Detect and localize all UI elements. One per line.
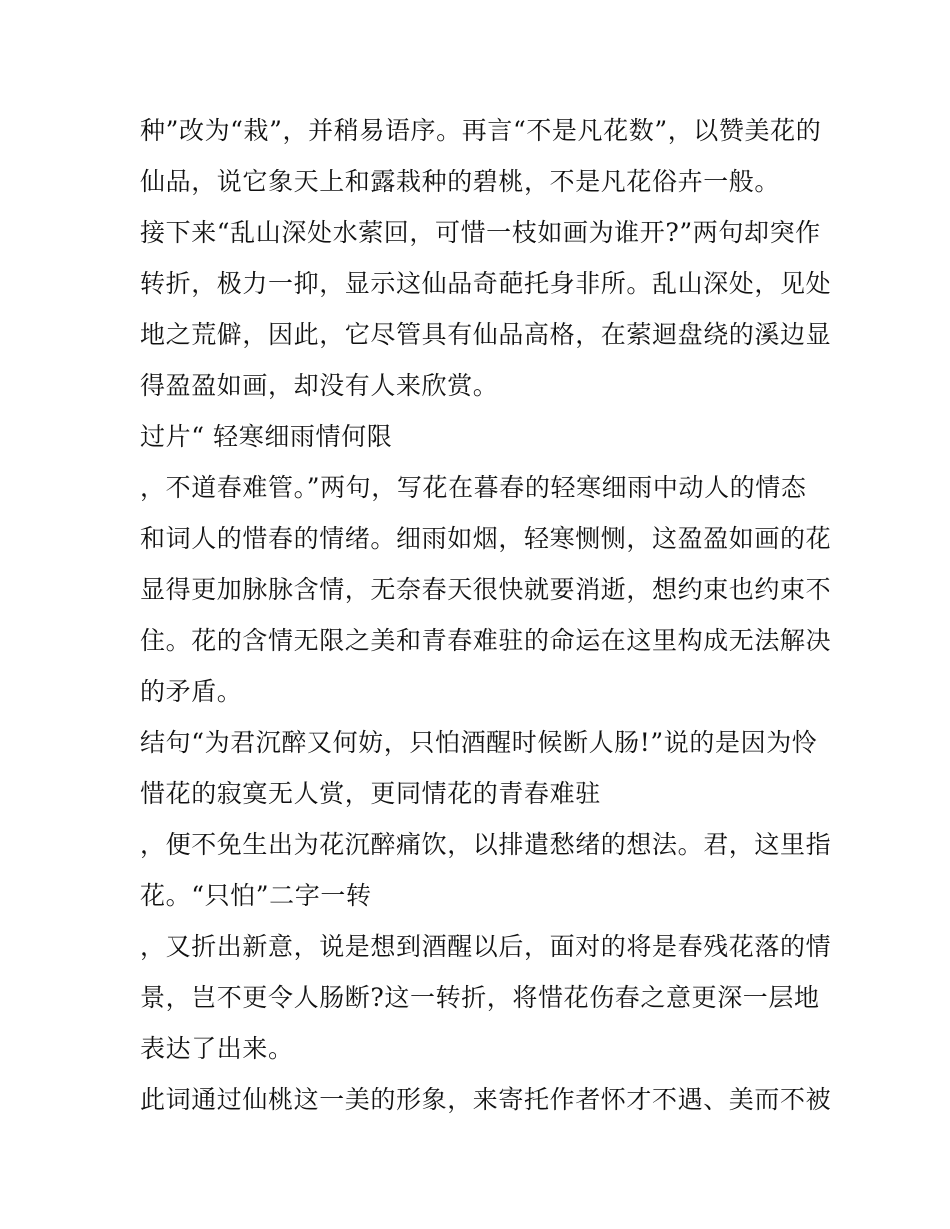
text-line: 花。“只怕”二字一转 [140,881,372,910]
text-line: 地之荒僻，因此，它尽管具有仙品高格，在萦迴盘绕的溪边显 [140,320,832,349]
text-line: 转折，极力一抑，显示这仙品奇葩托身非所。乱山深处，见处 [140,269,832,298]
text-line: 过片“ 轻寒细雨情何限 [140,422,393,451]
text-line: 和词人的惜春的情绪。细雨如烟，轻寒恻恻，这盈盈如画的花 [140,524,832,553]
text-line: 结句“为君沉醉又何妨，只怕酒醒时候断人肠!”说的是因为怜 [140,728,818,757]
text-line: 表达了出来。 [140,1034,294,1063]
text-line: 的矛盾。 [140,677,243,706]
text-line: 惜花的寂寞无人赏，更同情花的青春难驻 [140,779,601,808]
text-line: 此词通过仙桃这一美的形象，来寄托作者怀才不遇、美而不被 [140,1085,832,1114]
text-line: 住。花的含情无限之美和青春难驻的命运在这里构成无法解决 [140,626,832,655]
text-line: ，便不免生出为花沉醉痛饮，以排遣愁绪的想法。君，这里指 [140,830,832,859]
text-line: 得盈盈如画，却没有人来欣赏。 [140,371,499,400]
text-line: 景，岂不更令人肠断?这一转折，将惜花伤春之意更深一层地 [140,983,820,1012]
text-line: ，不道春难管。”两句，写花在暮春的轻寒细雨中动人的情态 [140,473,807,502]
text-line: 仙品，说它象天上和露栽种的碧桃，不是凡花俗卉一般。 [140,167,781,196]
text-line: 种”改为“栽”，并稍易语序。再言“不是凡花数”，以赞美花的 [140,116,822,145]
text-line: ，又折出新意，说是想到酒醒以后，面对的将是春残花落的情 [140,932,832,961]
text-line: 显得更加脉脉含情，无奈春天很快就要消逝，想约束也约束不 [140,575,832,604]
text-line: 接下来“乱山深处水萦回，可惜一枝如画为谁开?”两句却突作 [140,218,821,247]
